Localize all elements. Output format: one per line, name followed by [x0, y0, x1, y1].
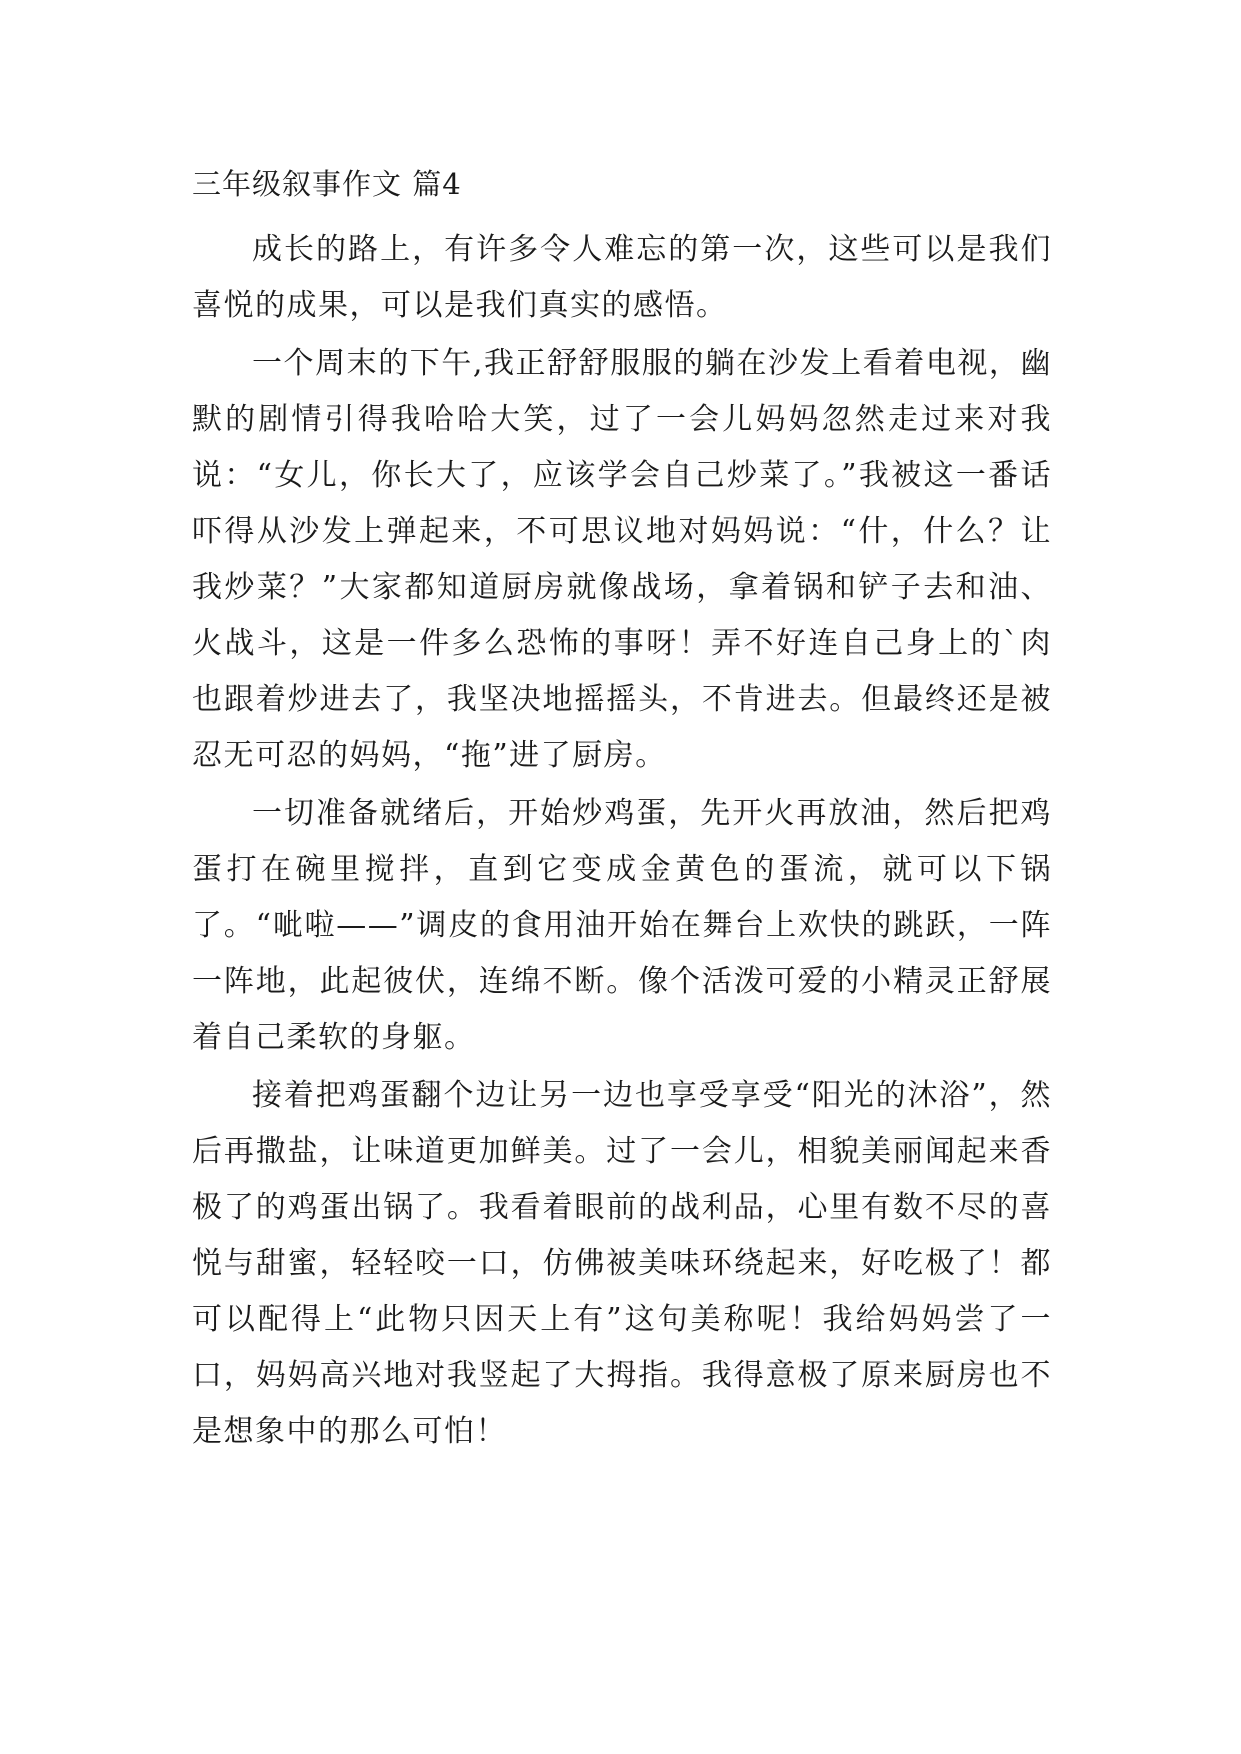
document-page — [192, 164, 1052, 1462]
paragraph-1: 成长的路上，有许多令人难忘的第一次，这些可以是我们喜悦的成果，可以是我们真实的感悟。 — [192, 232, 1052, 323]
paragraph-3: 一切准备就绪后，开始炒鸡蛋，先开火再放油，然后把鸡蛋打在碗里搅拌，直到它变成金黄色的蛋流，就可以下锅了。“呲啦——”调皮的食用油开始在舞台上欢快的跳跃，一阵一阵地，此起彼伏，连绵不断。像个活泼可爱的小精灵正舒展着自己柔软的身躯。 — [192, 796, 1052, 1055]
essay-title: 三年级叙事作文 篇4 — [192, 167, 462, 201]
paragraph-4: 接着把鸡蛋翻个边让另一边也享受享受“阳光的沐浴”，然后再撒盐，让味道更加鲜美。过了一会儿，相貌美丽闻起来香极了的鸡蛋出锅了。我看着眼前的战利品，心里有数不尽的喜悦与甜蜜，轻轻咬一口，仿佛被美味环绕起来，好吃极了！都可以配得上“此物只因天上有”这句美称呢！我给妈妈尝了一口，妈妈高兴地对我竖起了大拇指。我得意极了原来厨房也不是想象中的那么可怕！ — [192, 1078, 1052, 1449]
paragraph-2: 一个周末的下午,我正舒舒服服的躺在沙发上看着电视，幽默的剧情引得我哈哈大笑，过了一会儿妈妈忽然走过来对我说：“女儿，你长大了，应该学会自己炒菜了。”我被这一番话吓得从沙发上弹起来，不可思议地对妈妈说：“什，什么？让我炒菜？”大家都知道厨房就像战场，拿着锅和铲子去和油、火战斗，这是一件多么恐怖的事呀！弄不好连自己身上的`肉也跟着炒进去了，我坚决地摇摇头，不肯进去。但最终还是被忍无可忍的妈妈，“拖”进了厨房。 — [192, 346, 1052, 773]
